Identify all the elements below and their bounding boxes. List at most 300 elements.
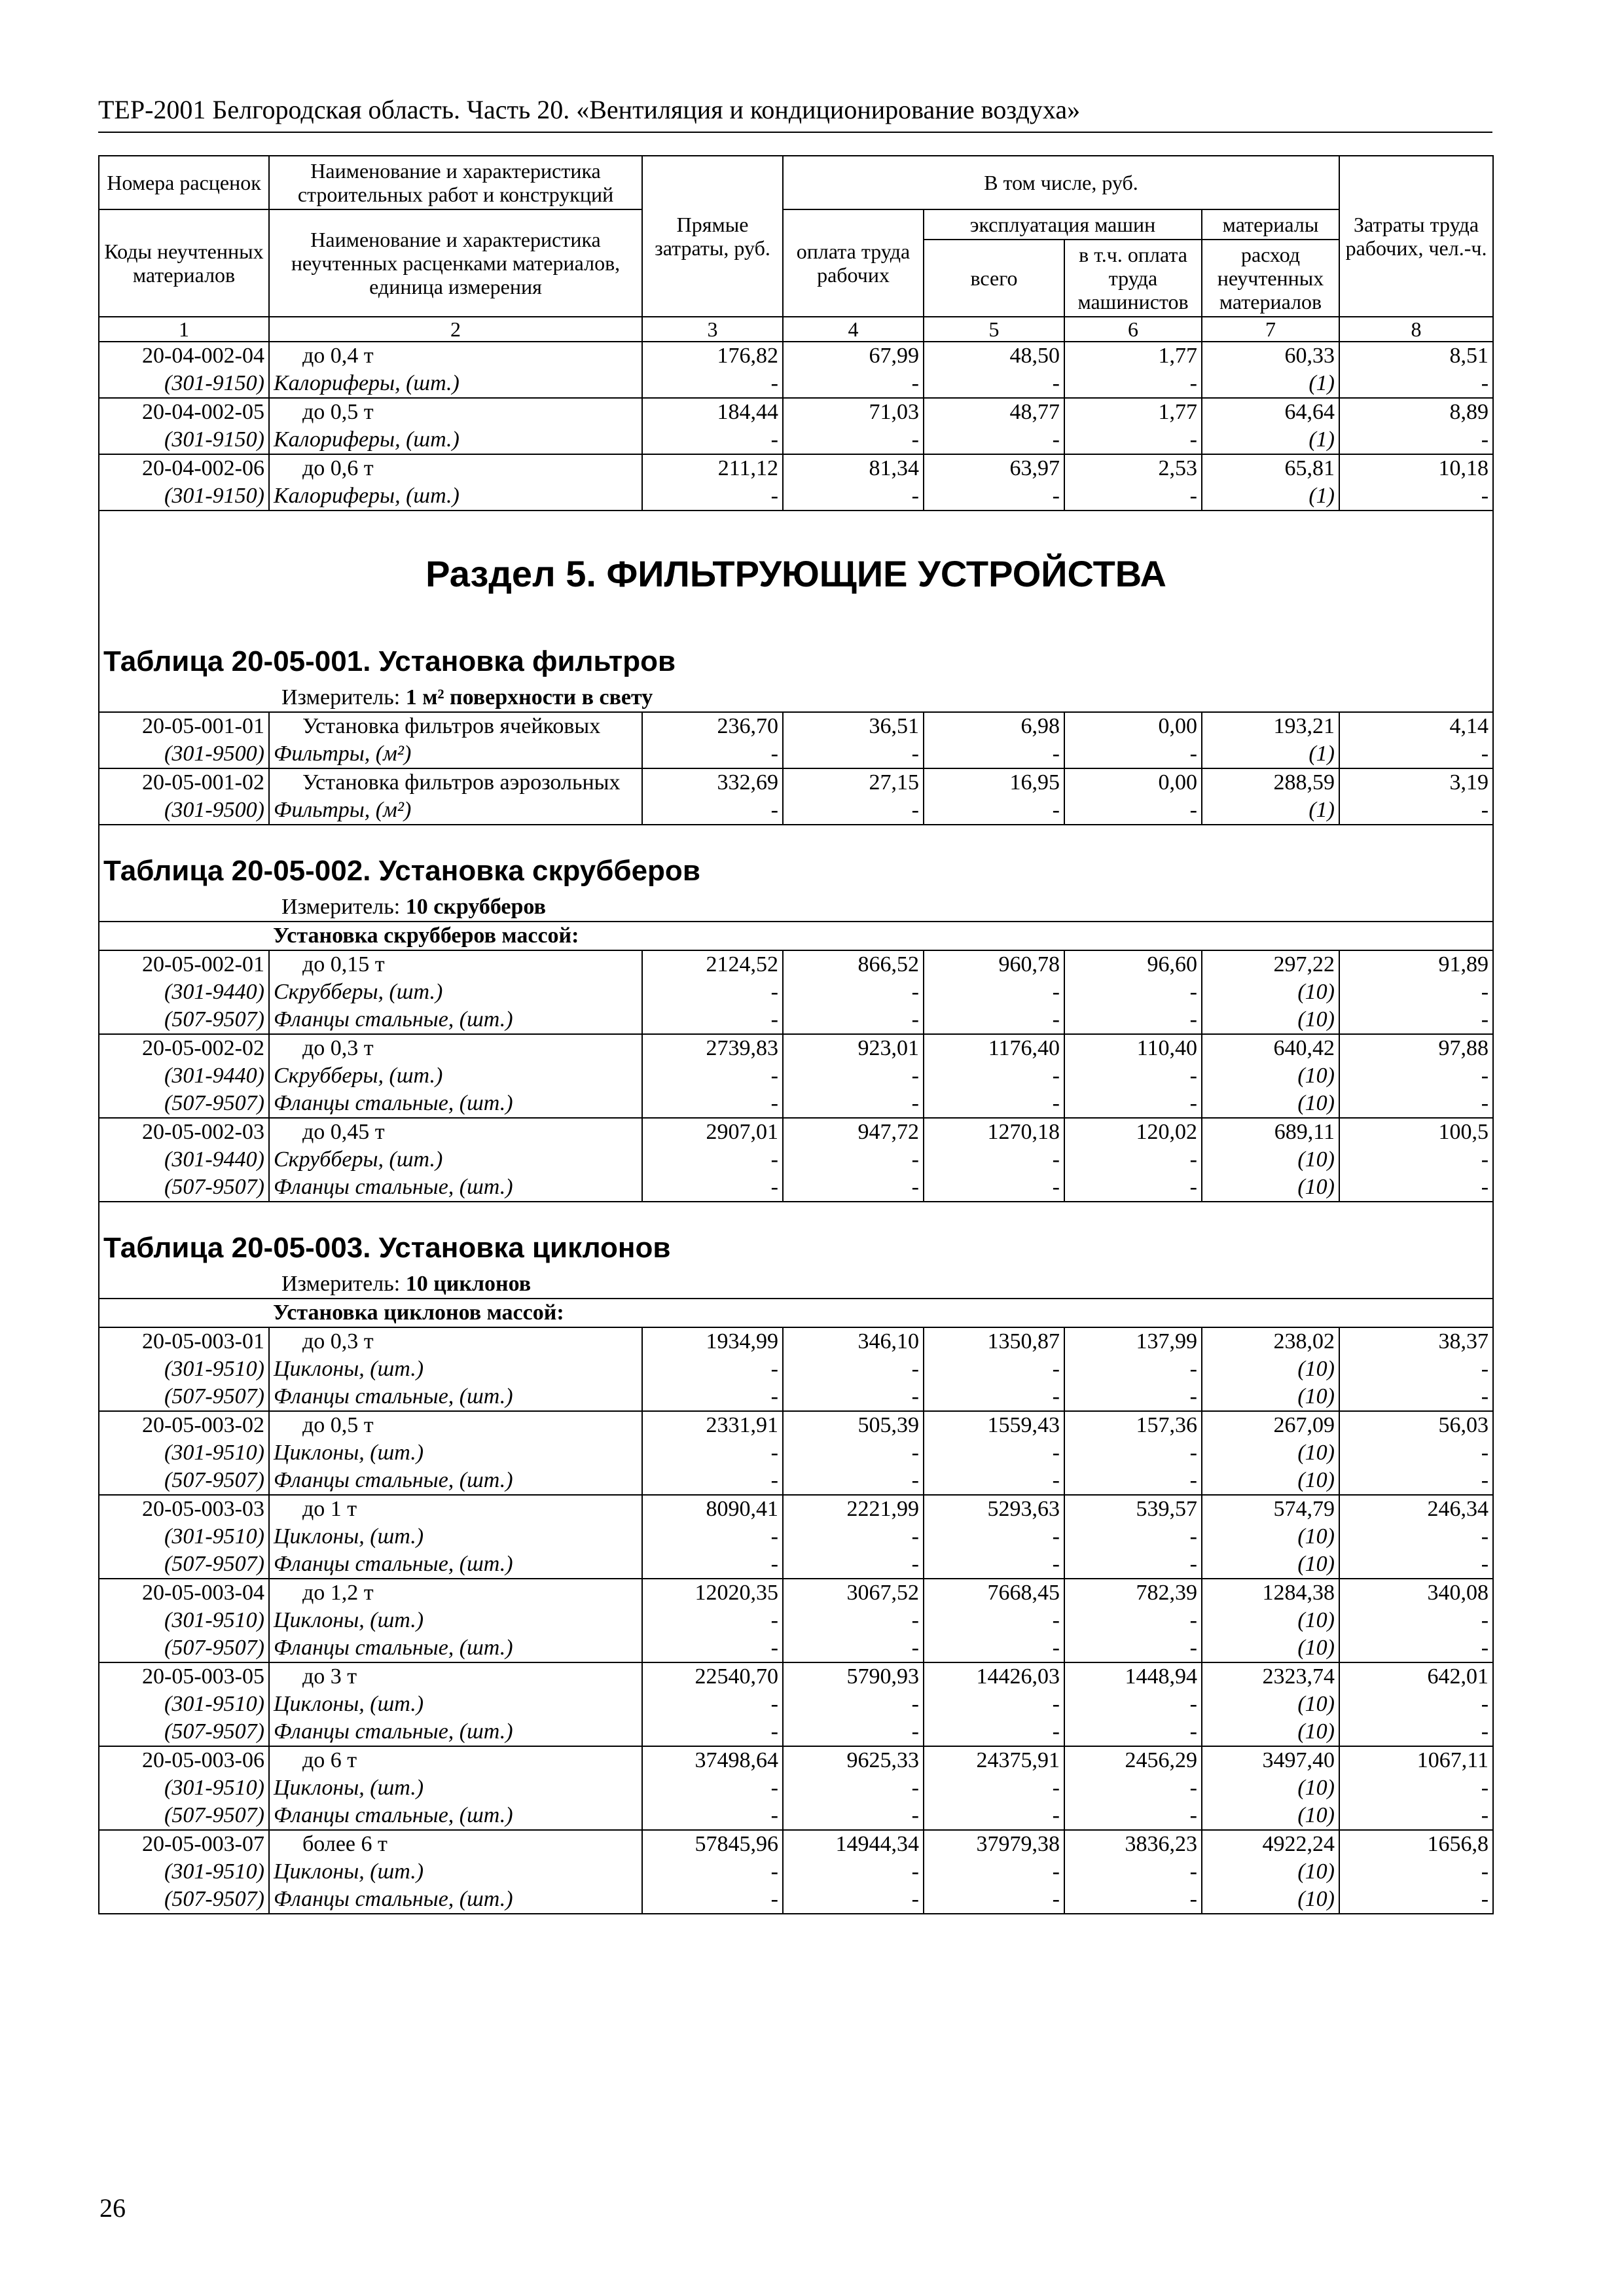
- value-c7: (10): [1202, 1090, 1339, 1118]
- value-c7: (10): [1202, 1146, 1339, 1174]
- value-c4: -: [783, 1355, 924, 1383]
- value-c6: 120,02: [1064, 1118, 1202, 1146]
- material-name: Фланцы стальные, (шт.): [269, 1006, 642, 1034]
- measure-label: Измеритель:: [281, 1272, 401, 1296]
- material-code: (507-9507): [99, 1383, 269, 1411]
- value-c6: 1,77: [1064, 398, 1202, 426]
- value-c6: -: [1064, 1146, 1202, 1174]
- value-c4: 71,03: [783, 398, 924, 426]
- value-c3: -: [642, 1858, 783, 1886]
- material-name: Циклоны, (шт.): [269, 1691, 642, 1718]
- work-name: до 0,5 т: [269, 1411, 642, 1439]
- rate-code: 20-05-003-05: [99, 1662, 269, 1691]
- subhead-row: [99, 1299, 1493, 1327]
- table-row: [99, 950, 1493, 978]
- rate-code: 20-05-003-01: [99, 1327, 269, 1355]
- value-c4: -: [783, 1174, 924, 1202]
- value-c4: -: [783, 1802, 924, 1830]
- value-c7: (10): [1202, 1886, 1339, 1914]
- header-machinist-pay: в т.ч. оплата труда машинистов: [1064, 240, 1202, 317]
- value-c8: -: [1339, 1467, 1493, 1495]
- value-c6: -: [1064, 1467, 1202, 1495]
- material-row: [99, 1634, 1493, 1662]
- value-c5: -: [924, 1774, 1064, 1802]
- value-c3: -: [642, 1174, 783, 1202]
- value-c4: -: [783, 1886, 924, 1914]
- table-title: Таблица 20-05-003. Установка циклонов: [103, 1232, 671, 1264]
- table-title-row: [99, 825, 1493, 893]
- measure-cell: [99, 893, 1493, 922]
- value-c5: -: [924, 797, 1064, 825]
- material-name: Циклоны, (шт.): [269, 1439, 642, 1467]
- material-row: [99, 1062, 1493, 1090]
- material-code: (301-9440): [99, 978, 269, 1006]
- table-title-row: [99, 629, 1493, 684]
- material-code: (301-9510): [99, 1691, 269, 1718]
- value-c5: -: [924, 1174, 1064, 1202]
- value-c8: -: [1339, 1774, 1493, 1802]
- value-c4: -: [783, 1551, 924, 1579]
- value-c5: -: [924, 1858, 1064, 1886]
- value-c4: -: [783, 1383, 924, 1411]
- table-body: [99, 317, 1493, 1914]
- value-c8: 1067,11: [1339, 1746, 1493, 1774]
- value-c3: -: [642, 797, 783, 825]
- value-c6: -: [1064, 1523, 1202, 1551]
- value-c3: 2739,83: [642, 1034, 783, 1062]
- value-c4: 14944,34: [783, 1830, 924, 1858]
- table-title-cell: [99, 825, 1493, 893]
- value-c6: 0,00: [1064, 768, 1202, 797]
- value-c3: -: [642, 1691, 783, 1718]
- material-row: [99, 1090, 1493, 1118]
- material-row: [99, 1146, 1493, 1174]
- column-number: 1: [99, 317, 269, 342]
- material-code: (301-9510): [99, 1523, 269, 1551]
- value-c5: -: [924, 1886, 1064, 1914]
- value-c8: -: [1339, 1090, 1493, 1118]
- value-c8: 100,5: [1339, 1118, 1493, 1146]
- measure-value: 10 циклонов: [405, 1272, 532, 1296]
- header-materials: материалы: [1202, 209, 1339, 240]
- value-c3: -: [642, 1062, 783, 1090]
- value-c4: -: [783, 1062, 924, 1090]
- material-code: (301-9510): [99, 1774, 269, 1802]
- value-c6: 110,40: [1064, 1034, 1202, 1062]
- material-code: (507-9507): [99, 1090, 269, 1118]
- value-c4: -: [783, 740, 924, 768]
- value-c3: 236,70: [642, 712, 783, 740]
- work-name: до 0,3 т: [269, 1034, 642, 1062]
- value-c3: -: [642, 740, 783, 768]
- material-name: Фильтры, (м²): [269, 797, 642, 825]
- value-c8: -: [1339, 1691, 1493, 1718]
- value-c6: 0,00: [1064, 712, 1202, 740]
- value-c3: 57845,96: [642, 1830, 783, 1858]
- value-c3: -: [642, 1634, 783, 1662]
- value-c8: -: [1339, 978, 1493, 1006]
- work-name: Установка фильтров аэрозольных: [269, 768, 642, 797]
- value-c3: -: [642, 1006, 783, 1034]
- value-c4: -: [783, 797, 924, 825]
- work-name: до 0,4 т: [269, 342, 642, 370]
- column-number: 7: [1202, 317, 1339, 342]
- work-name: до 1 т: [269, 1495, 642, 1523]
- rate-code: 20-05-003-03: [99, 1495, 269, 1523]
- header-col2b: Наименование и характеристика неучтенных расценками материалов, единица измерения: [269, 209, 642, 317]
- value-c8: 91,89: [1339, 950, 1493, 978]
- value-c4: 947,72: [783, 1118, 924, 1146]
- value-c6: -: [1064, 1551, 1202, 1579]
- value-c6: -: [1064, 482, 1202, 511]
- value-c6: 137,99: [1064, 1327, 1202, 1355]
- material-name: Фланцы стальные, (шт.): [269, 1886, 642, 1914]
- value-c7: (10): [1202, 1718, 1339, 1746]
- column-number: 5: [924, 317, 1064, 342]
- value-c8: -: [1339, 1718, 1493, 1746]
- measure-line: [103, 895, 546, 919]
- column-number: 4: [783, 317, 924, 342]
- measure-value: 1 м² поверхности в свету: [405, 685, 653, 709]
- material-code: (301-9150): [99, 426, 269, 454]
- value-c7: 4922,24: [1202, 1830, 1339, 1858]
- material-code: (301-9510): [99, 1858, 269, 1886]
- value-c3: 2124,52: [642, 950, 783, 978]
- material-code: (301-9510): [99, 1439, 269, 1467]
- material-code: (301-9500): [99, 797, 269, 825]
- work-name: до 0,15 т: [269, 950, 642, 978]
- value-c7: 3497,40: [1202, 1746, 1339, 1774]
- value-c8: -: [1339, 426, 1493, 454]
- value-c5: -: [924, 978, 1064, 1006]
- material-row: [99, 1691, 1493, 1718]
- value-c8: 8,89: [1339, 398, 1493, 426]
- value-c7: 288,59: [1202, 768, 1339, 797]
- measure-label: Измеритель:: [281, 895, 401, 919]
- value-c7: (1): [1202, 482, 1339, 511]
- section-cell: [99, 511, 1493, 629]
- value-c3: -: [642, 370, 783, 398]
- value-c7: (10): [1202, 1383, 1339, 1411]
- value-c5: -: [924, 370, 1064, 398]
- value-c8: -: [1339, 1802, 1493, 1830]
- value-c4: -: [783, 482, 924, 511]
- value-c3: -: [642, 1355, 783, 1383]
- value-c6: -: [1064, 370, 1202, 398]
- value-c4: 67,99: [783, 342, 924, 370]
- table-row: [99, 1579, 1493, 1607]
- material-name: Фланцы стальные, (шт.): [269, 1090, 642, 1118]
- material-name: Циклоны, (шт.): [269, 1523, 642, 1551]
- value-c3: 176,82: [642, 342, 783, 370]
- value-c3: -: [642, 426, 783, 454]
- value-c4: 505,39: [783, 1411, 924, 1439]
- value-c6: -: [1064, 1006, 1202, 1034]
- value-c7: (10): [1202, 1439, 1339, 1467]
- value-c6: -: [1064, 1062, 1202, 1090]
- value-c8: 246,34: [1339, 1495, 1493, 1523]
- value-c8: -: [1339, 1062, 1493, 1090]
- column-number: 3: [642, 317, 783, 342]
- value-c6: 3836,23: [1064, 1830, 1202, 1858]
- value-c4: -: [783, 1006, 924, 1034]
- table-row: [99, 1327, 1493, 1355]
- rate-code: 20-05-001-01: [99, 712, 269, 740]
- value-c6: -: [1064, 978, 1202, 1006]
- value-c5: 1176,40: [924, 1034, 1064, 1062]
- value-c6: -: [1064, 1774, 1202, 1802]
- value-c8: 4,14: [1339, 712, 1493, 740]
- value-c4: -: [783, 1634, 924, 1662]
- table-row: [99, 1662, 1493, 1691]
- value-c3: 1934,99: [642, 1327, 783, 1355]
- value-c6: 539,57: [1064, 1495, 1202, 1523]
- value-c8: 10,18: [1339, 454, 1493, 482]
- value-c5: -: [924, 1691, 1064, 1718]
- rate-code: 20-05-002-03: [99, 1118, 269, 1146]
- value-c6: -: [1064, 1355, 1202, 1383]
- value-c8: 97,88: [1339, 1034, 1493, 1062]
- material-row: [99, 797, 1493, 825]
- work-name: до 0,45 т: [269, 1118, 642, 1146]
- value-c7: (10): [1202, 1774, 1339, 1802]
- material-name: Циклоны, (шт.): [269, 1355, 642, 1383]
- subhead-empty: [99, 1299, 269, 1327]
- value-c5: -: [924, 1006, 1064, 1034]
- value-c4: 346,10: [783, 1327, 924, 1355]
- header-labor-hours: Затраты труда рабочих, чел.-ч.: [1339, 156, 1493, 317]
- section-row: [99, 511, 1493, 629]
- value-c4: 866,52: [783, 950, 924, 978]
- value-c7: (10): [1202, 1355, 1339, 1383]
- material-name: Скрубберы, (шт.): [269, 978, 642, 1006]
- value-c8: 8,51: [1339, 342, 1493, 370]
- value-c6: -: [1064, 1718, 1202, 1746]
- value-c7: 60,33: [1202, 342, 1339, 370]
- measure-cell: [99, 684, 1493, 712]
- value-c7: (1): [1202, 426, 1339, 454]
- material-name: Калориферы, (шт.): [269, 370, 642, 398]
- value-c6: -: [1064, 1634, 1202, 1662]
- value-c4: -: [783, 978, 924, 1006]
- value-c3: -: [642, 1774, 783, 1802]
- value-c4: -: [783, 1090, 924, 1118]
- table-title: Таблица 20-05-002. Установка скрубберов: [103, 855, 700, 887]
- material-name: Фильтры, (м²): [269, 740, 642, 768]
- material-code: (507-9507): [99, 1174, 269, 1202]
- material-row: [99, 740, 1493, 768]
- value-c5: 37979,38: [924, 1830, 1064, 1858]
- value-c5: -: [924, 1383, 1064, 1411]
- value-c7: (10): [1202, 1467, 1339, 1495]
- value-c4: -: [783, 1439, 924, 1467]
- value-c5: 1350,87: [924, 1327, 1064, 1355]
- measure-row: [99, 893, 1493, 922]
- rate-code: 20-05-003-06: [99, 1746, 269, 1774]
- value-c5: 6,98: [924, 712, 1064, 740]
- header-col2a: Наименование и характеристика строительных работ и конструкций: [269, 156, 642, 209]
- value-c7: (1): [1202, 740, 1339, 768]
- value-c5: -: [924, 1146, 1064, 1174]
- value-c3: 2331,91: [642, 1411, 783, 1439]
- value-c6: -: [1064, 1691, 1202, 1718]
- value-c6: -: [1064, 1858, 1202, 1886]
- measure-label: Измеритель:: [281, 685, 401, 709]
- value-c6: 2456,29: [1064, 1746, 1202, 1774]
- material-row: [99, 1802, 1493, 1830]
- header-col1a: Номера расценок: [99, 156, 269, 209]
- value-c8: -: [1339, 370, 1493, 398]
- rate-code: 20-04-002-04: [99, 342, 269, 370]
- material-code: (301-9440): [99, 1146, 269, 1174]
- rates-table: [98, 155, 1494, 1914]
- value-c7: 238,02: [1202, 1327, 1339, 1355]
- value-c4: -: [783, 1774, 924, 1802]
- material-row: [99, 482, 1493, 511]
- value-c6: -: [1064, 1802, 1202, 1830]
- rate-code: 20-04-002-05: [99, 398, 269, 426]
- header-including: В том числе, руб.: [783, 156, 1339, 209]
- subhead-text: Установка циклонов массой:: [269, 1299, 1493, 1327]
- value-c5: 7668,45: [924, 1579, 1064, 1607]
- value-c4: 9625,33: [783, 1746, 924, 1774]
- table-row: [99, 1118, 1493, 1146]
- work-name: до 0,5 т: [269, 398, 642, 426]
- material-code: (507-9507): [99, 1467, 269, 1495]
- value-c5: -: [924, 1607, 1064, 1634]
- material-code: (301-9440): [99, 1062, 269, 1090]
- material-row: [99, 1886, 1493, 1914]
- value-c7: 65,81: [1202, 454, 1339, 482]
- value-c5: 5293,63: [924, 1495, 1064, 1523]
- value-c5: 960,78: [924, 950, 1064, 978]
- material-name: Калориферы, (шт.): [269, 426, 642, 454]
- material-code: (507-9507): [99, 1634, 269, 1662]
- value-c4: -: [783, 1467, 924, 1495]
- value-c5: -: [924, 1802, 1064, 1830]
- material-row: [99, 1355, 1493, 1383]
- value-c8: -: [1339, 1886, 1493, 1914]
- column-number: 2: [269, 317, 642, 342]
- column-number: 8: [1339, 317, 1493, 342]
- value-c7: 297,22: [1202, 950, 1339, 978]
- value-c7: (10): [1202, 1802, 1339, 1830]
- material-row: [99, 426, 1493, 454]
- page-number: 26: [99, 2193, 126, 2223]
- value-c7: 64,64: [1202, 398, 1339, 426]
- table-header: [99, 156, 1493, 317]
- value-c7: (10): [1202, 1634, 1339, 1662]
- rate-code: 20-05-001-02: [99, 768, 269, 797]
- value-c8: -: [1339, 1523, 1493, 1551]
- measure-line: [103, 1272, 531, 1296]
- table-title-cell: [99, 1202, 1493, 1270]
- value-c8: -: [1339, 1355, 1493, 1383]
- value-c5: 1270,18: [924, 1118, 1064, 1146]
- material-code: (507-9507): [99, 1551, 269, 1579]
- value-c7: (10): [1202, 978, 1339, 1006]
- value-c6: 96,60: [1064, 950, 1202, 978]
- value-c4: 36,51: [783, 712, 924, 740]
- work-name: более 6 т: [269, 1830, 642, 1858]
- value-c6: -: [1064, 1607, 1202, 1634]
- value-c4: -: [783, 1718, 924, 1746]
- subhead-text: Установка скрубберов массой:: [269, 922, 1493, 950]
- material-name: Фланцы стальные, (шт.): [269, 1551, 642, 1579]
- value-c5: -: [924, 1551, 1064, 1579]
- value-c6: -: [1064, 797, 1202, 825]
- value-c6: -: [1064, 1174, 1202, 1202]
- material-row: [99, 978, 1493, 1006]
- value-c5: -: [924, 1090, 1064, 1118]
- value-c5: -: [924, 1634, 1064, 1662]
- value-c5: 63,97: [924, 454, 1064, 482]
- value-c4: 923,01: [783, 1034, 924, 1062]
- value-c7: (10): [1202, 1691, 1339, 1718]
- material-code: (301-9150): [99, 370, 269, 398]
- value-c5: -: [924, 1718, 1064, 1746]
- material-row: [99, 1523, 1493, 1551]
- value-c6: -: [1064, 740, 1202, 768]
- value-c7: 2323,74: [1202, 1662, 1339, 1691]
- work-name: до 0,6 т: [269, 454, 642, 482]
- value-c8: -: [1339, 1146, 1493, 1174]
- value-c6: -: [1064, 426, 1202, 454]
- value-c3: 332,69: [642, 768, 783, 797]
- table-row: [99, 1034, 1493, 1062]
- value-c6: 2,53: [1064, 454, 1202, 482]
- value-c4: -: [783, 370, 924, 398]
- value-c3: 211,12: [642, 454, 783, 482]
- value-c4: 2221,99: [783, 1495, 924, 1523]
- value-c7: 267,09: [1202, 1411, 1339, 1439]
- material-name: Калориферы, (шт.): [269, 482, 642, 511]
- material-name: Скрубберы, (шт.): [269, 1062, 642, 1090]
- material-row: [99, 1718, 1493, 1746]
- value-c3: -: [642, 1439, 783, 1467]
- value-c6: -: [1064, 1439, 1202, 1467]
- value-c4: -: [783, 1858, 924, 1886]
- table-row: [99, 454, 1493, 482]
- value-c5: 24375,91: [924, 1746, 1064, 1774]
- value-c8: 1656,8: [1339, 1830, 1493, 1858]
- value-c8: -: [1339, 1006, 1493, 1034]
- table-title-row: [99, 1202, 1493, 1270]
- header-rule: [98, 132, 1492, 133]
- table-row: [99, 398, 1493, 426]
- value-c3: -: [642, 978, 783, 1006]
- value-c6: -: [1064, 1383, 1202, 1411]
- table-row: [99, 712, 1493, 740]
- value-c7: (10): [1202, 1523, 1339, 1551]
- material-name: Скрубберы, (шт.): [269, 1146, 642, 1174]
- value-c8: -: [1339, 482, 1493, 511]
- material-name: Фланцы стальные, (шт.): [269, 1174, 642, 1202]
- value-c8: 56,03: [1339, 1411, 1493, 1439]
- value-c7: (10): [1202, 1551, 1339, 1579]
- value-c3: -: [642, 1467, 783, 1495]
- column-numbers-row: [99, 317, 1493, 342]
- value-c3: -: [642, 1383, 783, 1411]
- header-direct-costs: Прямые затраты, руб.: [642, 156, 783, 317]
- value-c8: -: [1339, 1383, 1493, 1411]
- material-code: (507-9507): [99, 1718, 269, 1746]
- value-c4: -: [783, 1146, 924, 1174]
- value-c3: 2907,01: [642, 1118, 783, 1146]
- value-c8: 642,01: [1339, 1662, 1493, 1691]
- value-c5: -: [924, 1467, 1064, 1495]
- material-row: [99, 1174, 1493, 1202]
